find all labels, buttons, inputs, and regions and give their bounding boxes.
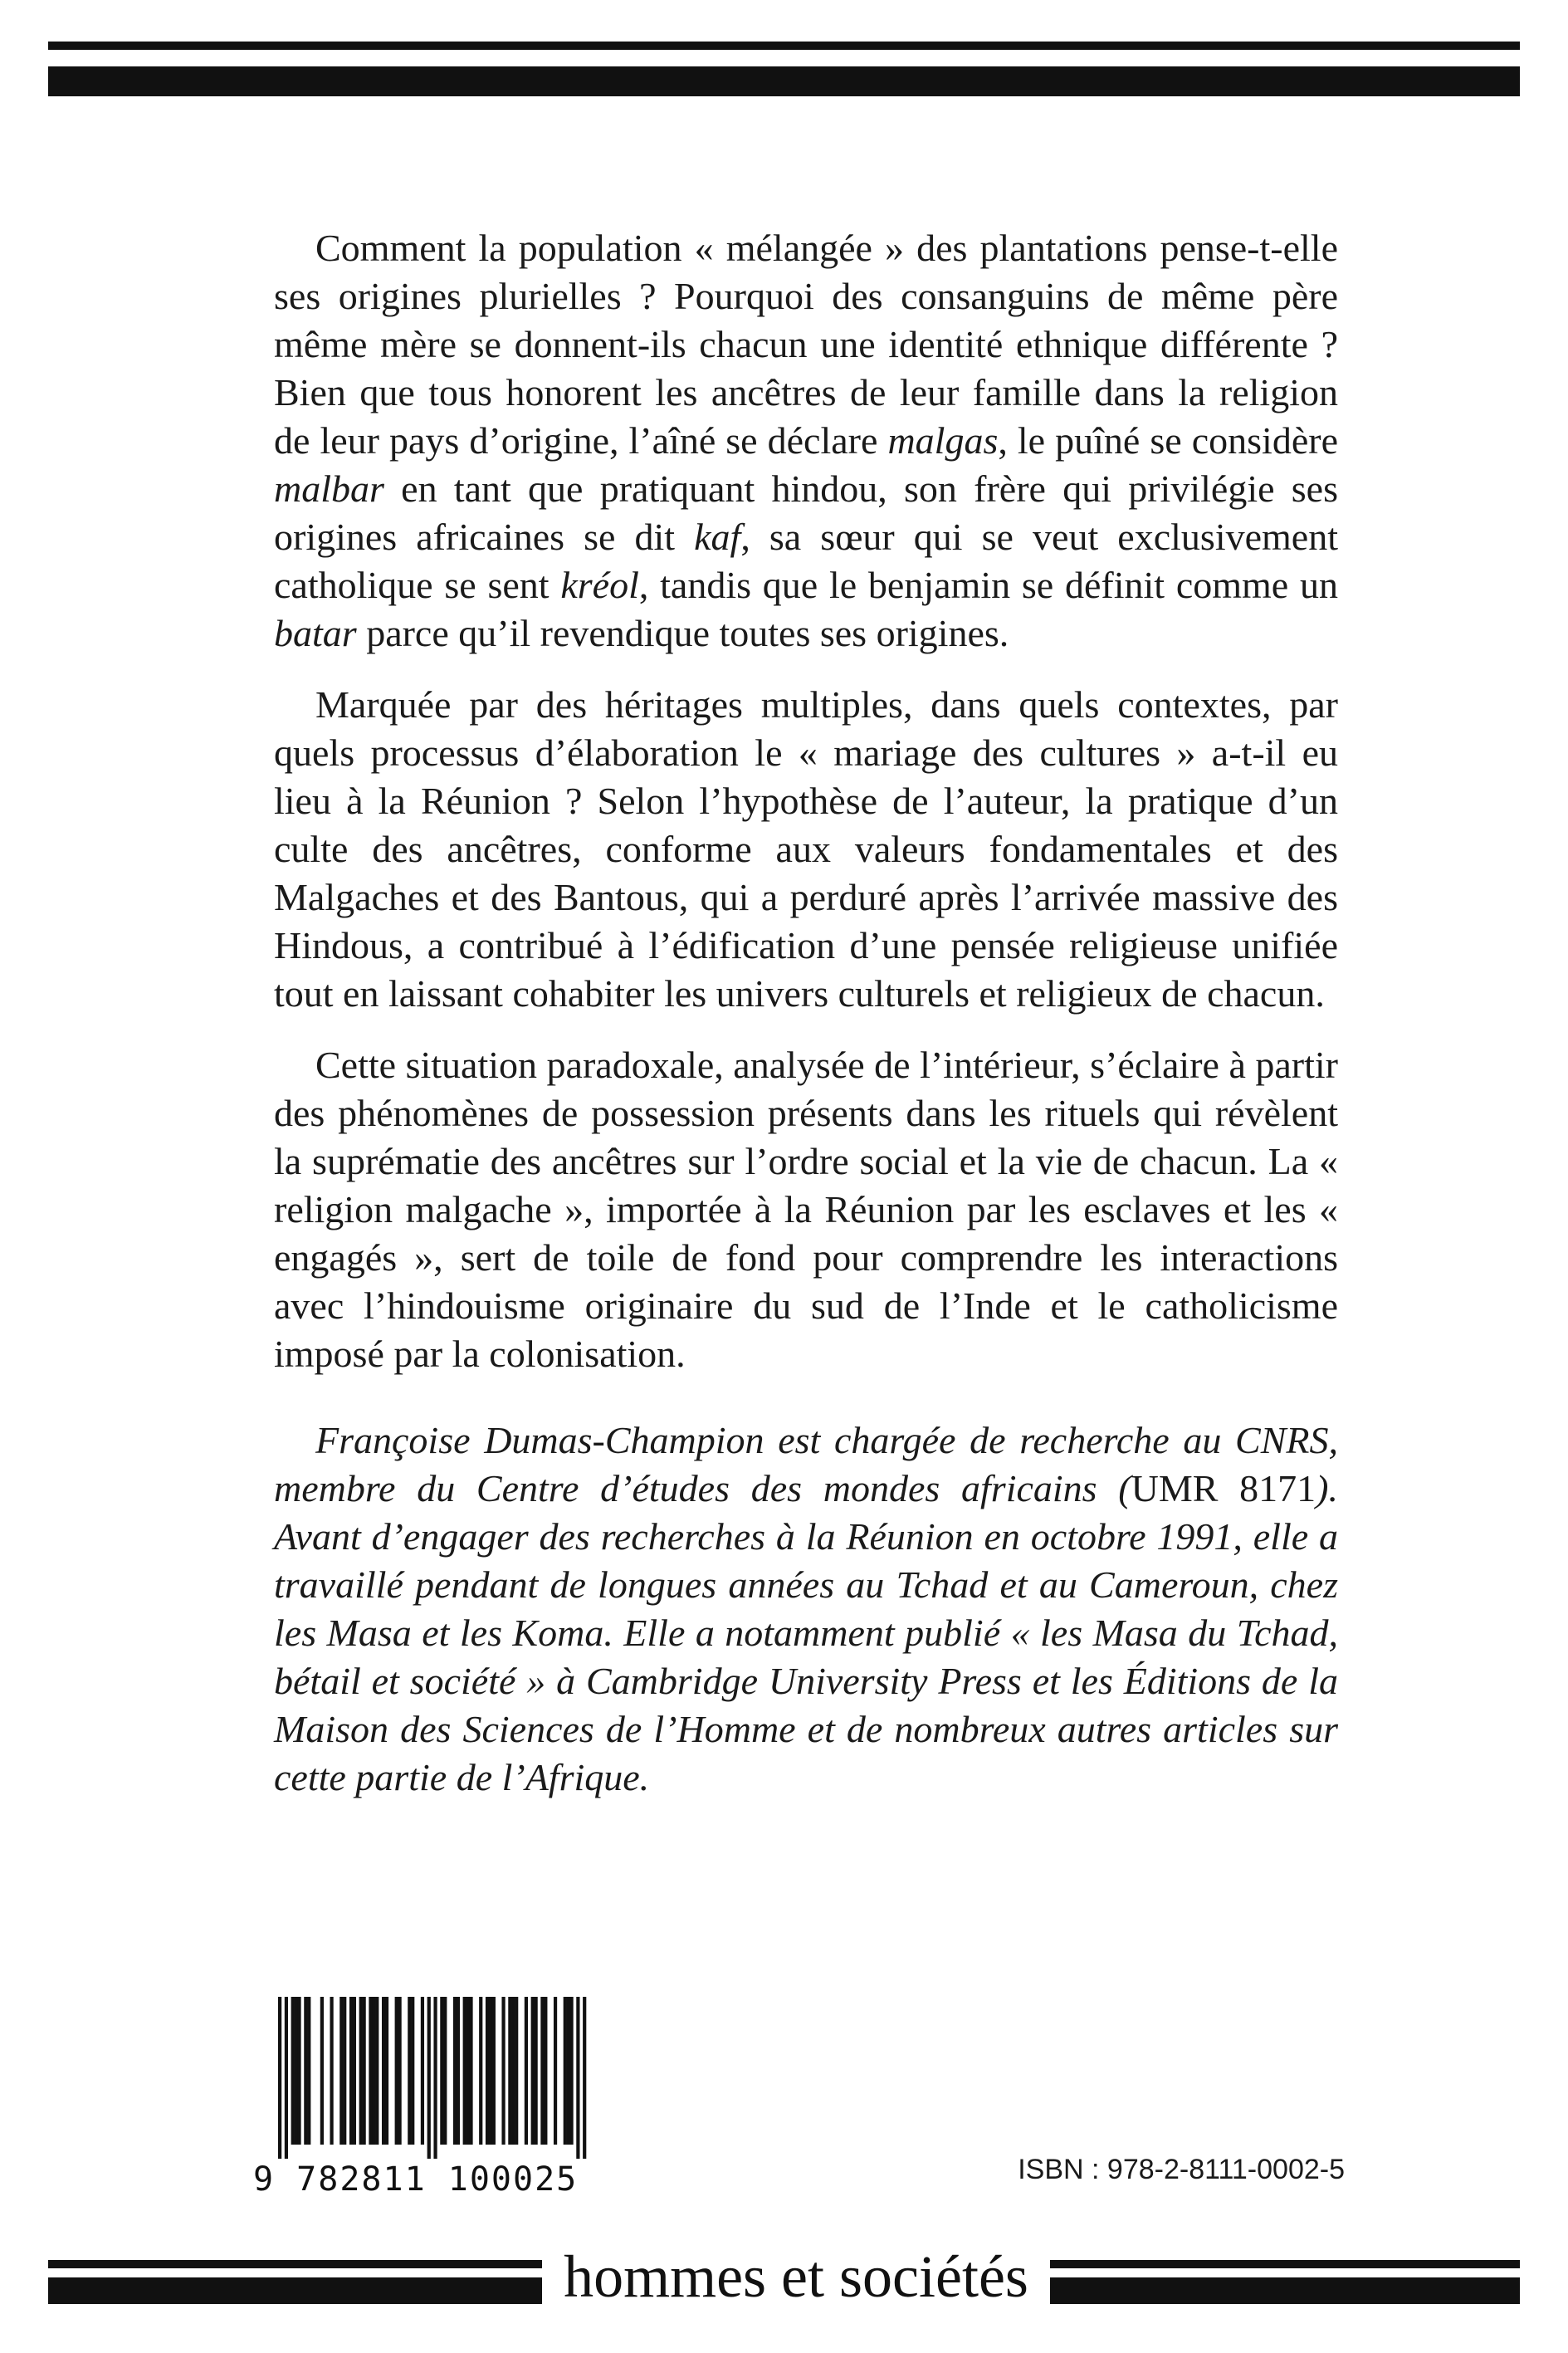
barcode-bar xyxy=(395,1997,398,2145)
blurb-paragraph-2: Marquée par des héritages multiples, dans quels contextes, par quels processus d’élaboration le « mariage des cultures » a-t-il eu lieu à la Réunion ? Selon l’hypothèse de l’auteur, la pratique d’un culte des ancêtres, conforme aux valeurs fondamentales et des Malgaches et des Bantous, qui a perduré après l’arrivée massive des Hindous, a contribué à l’édification d’une pensée religieuse unifiée tout en laissant cohabiter les univers culturels et religieux de chacun. xyxy=(274,683,1338,1015)
footer-rule-right-thin xyxy=(1050,2260,1520,2268)
barcode-digits: 9 782811 100025 xyxy=(253,2160,579,2199)
barcode-bar xyxy=(382,1997,385,2145)
blurb-p1-text: en tant que pratiquant hindou, son frère qui privilégie ses origines africaines se dit xyxy=(274,467,1338,558)
umr-code: UMR 8171 xyxy=(1131,1467,1316,1509)
barcode-bar xyxy=(508,1997,511,2145)
barcode-bar xyxy=(486,1997,489,2145)
barcode-bar xyxy=(564,1997,567,2145)
barcode-bar xyxy=(469,1997,472,2145)
barcode-bar xyxy=(339,1997,343,2145)
collection-name: hommes et sociétés xyxy=(564,2243,1028,2310)
barcode-bar xyxy=(353,1997,356,2145)
barcode-bar xyxy=(363,1997,366,2145)
term-kaf: kaf xyxy=(694,516,741,558)
term-batar: batar xyxy=(274,612,357,654)
barcode-bar xyxy=(567,1997,570,2145)
barcode-bar xyxy=(440,1997,443,2145)
barcode-bar xyxy=(398,1997,401,2145)
blurb-p1-text: parce qu’il revendique toutes ses origines. xyxy=(356,612,1009,654)
term-malbar: malbar xyxy=(274,467,384,510)
barcode-bar xyxy=(408,1997,411,2145)
barcode-bar xyxy=(307,1997,310,2145)
barcode-bar xyxy=(583,1997,586,2159)
barcode-bar xyxy=(295,1997,298,2145)
barcode-bar xyxy=(466,1997,470,2145)
footer-rule-right-thick xyxy=(1050,2277,1520,2304)
barcode-bar xyxy=(385,1997,388,2145)
barcode-bar xyxy=(463,1997,466,2145)
blurb-paragraph-3: Cette situation paradoxale, analysée de l’intérieur, s’éclaire à partir des phénomènes de possession présents dans les rituels qui révèlent la suprématie des ancêtres sur l’ordre social et la vie de chacun. La « religion malgache », importée à la Réunion par les esclaves et les « engagés », sert de toile de fond pour comprendre les interactions avec l’hindouisme originaire du sud de l’Inde et le catholicisme imposé par la colonisation. xyxy=(274,1044,1338,1375)
isbn-barcode xyxy=(253,1997,589,2199)
barcode-bar xyxy=(411,1997,414,2145)
footer-rule-left-thick xyxy=(48,2277,542,2304)
barcode-bar xyxy=(320,1997,324,2145)
blurb-paragraph-1 xyxy=(274,224,1338,658)
barcode-bar xyxy=(375,1997,379,2145)
barcode-bar xyxy=(531,1997,535,2145)
barcode-bar xyxy=(479,1997,482,2145)
author-bio-text: ). Avant d’engager des recherches à la Réunion en octobre 1991, elle a travaillé pendant de longues années au Tchad et au Cameroun, chez les Masa et les Koma. Elle a notamment publié « les Masa du Tchad, bétail et société » à Cambridge University Press et les Éditions de la Maison des Sciences de l’Homme et de nombreux autres articles sur cette partie de l’Afrique. xyxy=(274,1467,1338,1798)
barcode-bar xyxy=(433,1997,437,2159)
isbn-number: ISBN : 978-2-8111-0002-5 xyxy=(1018,2154,1345,2185)
barcode-bar xyxy=(544,1997,547,2145)
author-bio xyxy=(274,1416,1338,1802)
blurb-p1-text: , le puîné se considère xyxy=(998,419,1338,462)
barcode-bar xyxy=(349,1997,353,2145)
barcode-bar xyxy=(278,1997,281,2159)
top-rule-thick xyxy=(48,66,1520,96)
term-malgas: malgas xyxy=(887,419,999,462)
top-rule-thin xyxy=(48,42,1520,50)
author-bio-text: Françoise Dumas-Champion est chargée de recherche au CNRS, membre du Centre d’études des mondes africains ( xyxy=(274,1419,1338,1509)
blurb-p1-text: , sa sœur qui se veut exclusivement catholique se sent xyxy=(274,516,1338,606)
barcode-bar xyxy=(285,1997,288,2159)
barcode-bar xyxy=(501,1997,505,2145)
barcode-bar xyxy=(372,1997,375,2145)
barcode-bar xyxy=(421,1997,424,2145)
barcode-bar xyxy=(343,1997,346,2145)
barcode-bar xyxy=(443,1997,447,2145)
barcode-bar xyxy=(511,1997,515,2145)
barcode-bar xyxy=(554,1997,557,2145)
term-kreol: kréol xyxy=(560,564,639,606)
barcode-bar xyxy=(525,1997,528,2145)
barcode-bar xyxy=(304,1997,307,2145)
barcode-bars xyxy=(253,1997,589,2159)
barcode-bar xyxy=(569,1997,573,2145)
blurb-p1-text: Comment la population « mélangée » des plantations pense-t-elle ses origines plurielles ? Pourquoi des consanguins de même père même mère se donnent-ils chacun une identité ethnique différente ? Bien que tous honorent les ancêtres de leur famille dans la religion de leur pays d’origine, l’aîné se déclare xyxy=(274,227,1338,462)
blurb-p1-text: , tandis que le benjamin se définit comme un xyxy=(638,564,1338,606)
barcode-bar xyxy=(369,1997,372,2145)
barcode-bar xyxy=(427,1997,431,2159)
barcode-bar xyxy=(453,1997,457,2145)
barcode-bar xyxy=(359,1997,363,2145)
barcode-bar xyxy=(330,1997,333,2145)
barcode-bar xyxy=(540,1997,544,2145)
barcode-bar xyxy=(515,1997,518,2145)
barcode-bar xyxy=(492,1997,496,2145)
barcode-bar xyxy=(535,1997,538,2145)
barcode-bar xyxy=(291,1997,295,2145)
footer-rule-left-thin xyxy=(48,2260,542,2268)
barcode-bar xyxy=(576,1997,579,2159)
back-cover-blurb xyxy=(274,224,1338,1825)
barcode-bar xyxy=(297,1997,300,2145)
barcode-bar xyxy=(457,1997,460,2145)
barcode-bar xyxy=(489,1997,492,2145)
